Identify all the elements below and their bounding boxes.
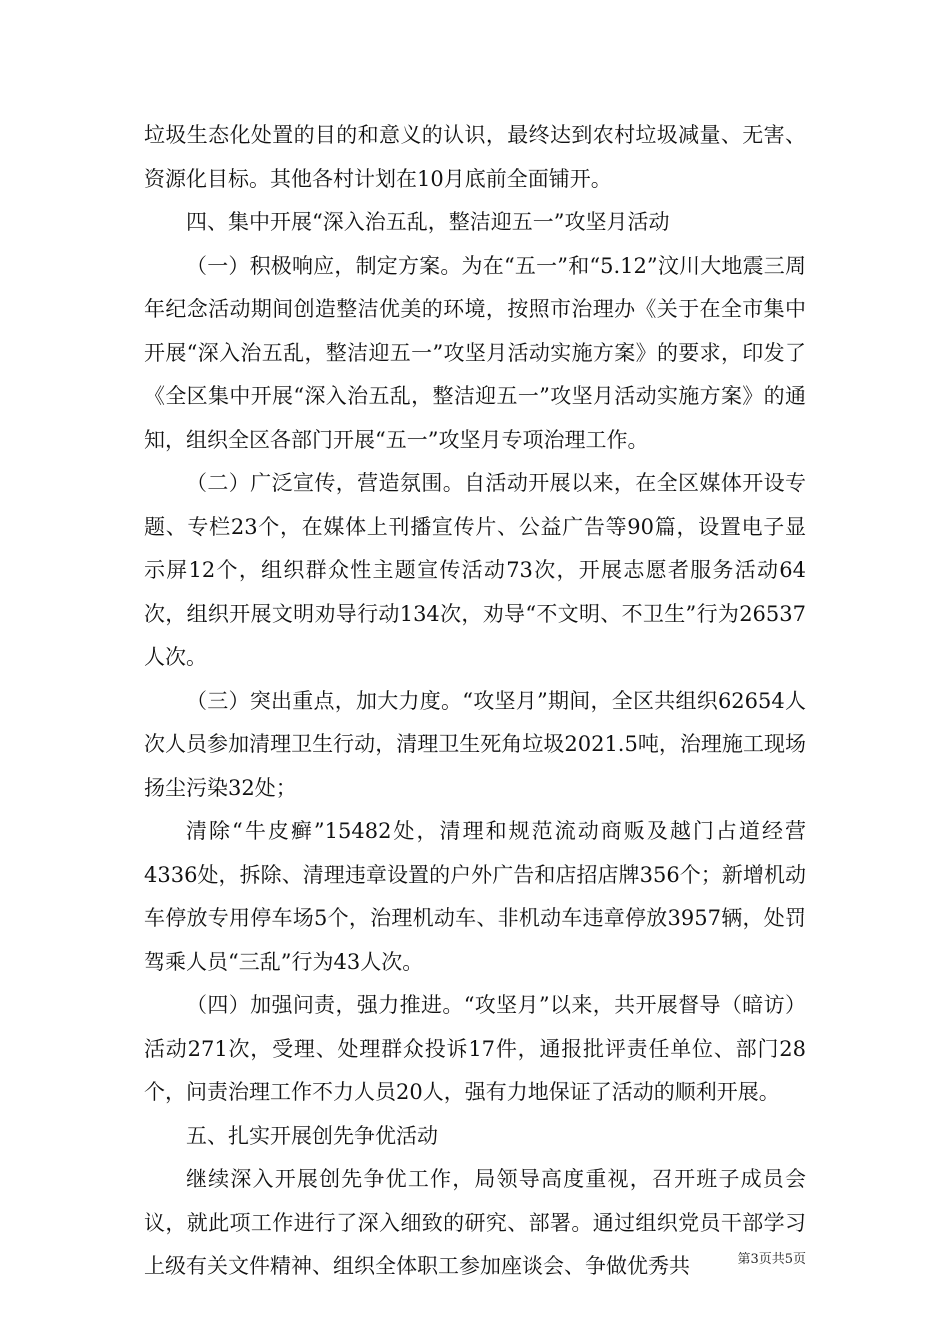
paragraph-4-4: （四）加强问责，强力推进。“攻坚月”以来，共开展督导（暗访）活动271次，受理、处理群众投诉17件，通报批评责任单位、部门28个，问责治理工作不力人员20人，强有力地保证了活动的顺利开展。 bbox=[144, 993, 806, 1104]
page-number: 第3页共5页 bbox=[737, 1252, 806, 1267]
paragraph-5-1: 继续深入开展创先争优工作，局领导高度重视，召开班子成员会议，就此项工作进行了深入细致的研究、部署。通过组织党员干部学习上级有关文件精神、组织全体职工参加座谈会、争做优秀共 bbox=[144, 1167, 806, 1278]
section-heading-5: 五、扎实开展创先争优活动 bbox=[186, 1123, 438, 1148]
paragraph-continuation: 垃圾生态化处置的目的和意义的认识，最终达到农村垃圾减量、无害、资源化目标。其他各村计划在10月底前全面铺开。 bbox=[144, 123, 806, 191]
paragraph-4-2: （二）广泛宣传，营造氛围。自活动开展以来，在全区媒体开设专题、专栏23个，在媒体上刊播宣传片、公益广告等90篇，设置电子显示屏12个，组织群众性主题宣传活动73次，开展志愿者服务活动64次，组织开展文明劝导行动134次，劝导“不文明、不卫生”行为26537人次。 bbox=[144, 471, 806, 669]
paragraph-4-3-cont: 清除“牛皮癣”15482处，清理和规范流动商贩及越门占道经营4336处，拆除、清理违章设置的户外广告和店招店牌356个；新增机动车停放专用停车场5个，治理机动车、非机动车违章停放3957辆，处罚驾乘人员“三乱”行为43人次。 bbox=[144, 819, 806, 974]
paragraph-4-3: （三）突出重点，加大力度。“攻坚月”期间，全区共组织62654人次人员参加清理卫生行动，清理卫生死角垃圾2021.5吨，治理施工现场扬尘污染32处； bbox=[144, 688, 806, 800]
document-body bbox=[144, 114, 806, 1289]
paragraph-4-1: （一）积极响应，制定方案。为在“五一”和“5.12”汶川大地震三周年纪念活动期间创造整洁优美的环境，按照市治理办《关于在全市集中开展“深入治五乱，整洁迎五一”攻坚月活动实施方案》的要求，印发了《全区集中开展“深入治五乱，整洁迎五一”攻坚月活动实施方案》的通知，组织全区各部门开展“五一”攻坚月专项治理工作。 bbox=[144, 253, 806, 452]
section-heading-4: 四、集中开展“深入治五乱，整洁迎五一”攻坚月活动 bbox=[186, 210, 670, 234]
